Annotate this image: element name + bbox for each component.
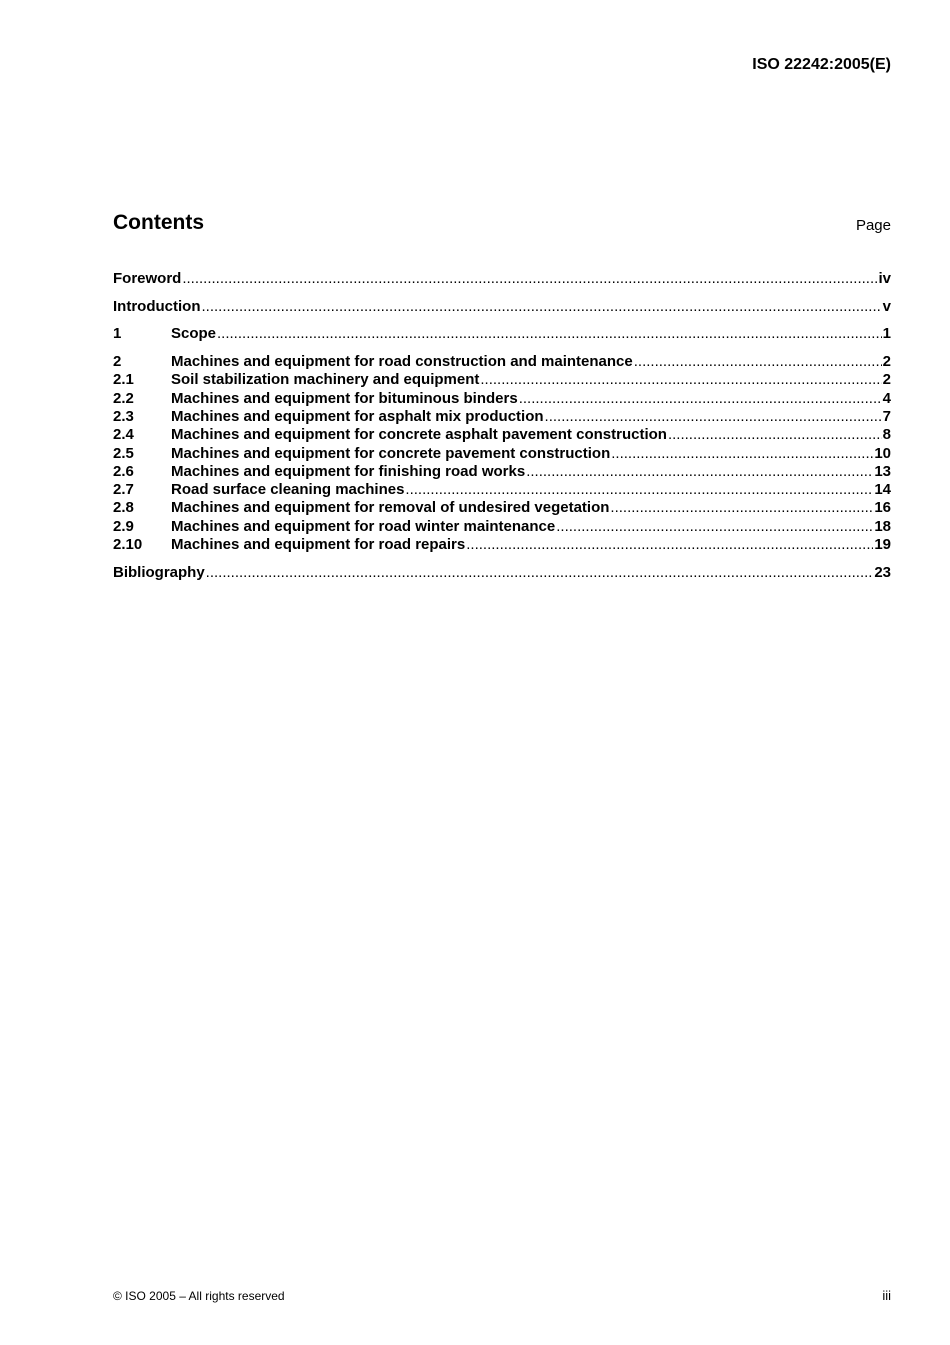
toc-entry-introduction[interactable]	[113, 298, 891, 316]
toc-entry-page: 18	[874, 518, 891, 535]
toc-entry-title: Soil stabilization machinery and equipment	[171, 371, 480, 388]
toc-leader-dots	[610, 499, 873, 517]
toc-entry-number: 2.5	[113, 445, 134, 462]
toc-entry-title: Machines and equipment for finishing road works	[171, 463, 526, 480]
toc-entry-number: 2.8	[113, 499, 134, 516]
toc-entry-page: 7	[882, 408, 891, 425]
toc-entry-number: 2.3	[113, 408, 134, 425]
toc-entry-title: Machines and equipment for concrete pavement construction	[171, 445, 611, 462]
toc-entry-title: Bibliography	[113, 564, 205, 581]
toc-entry-section-2-3[interactable]	[113, 408, 891, 426]
toc-entry-page: 14	[874, 481, 891, 498]
toc-entry-section-2-1[interactable]	[113, 371, 891, 389]
toc-entry-page: iv	[878, 270, 891, 287]
toc-entry-number: 1	[113, 325, 122, 342]
toc-leader-dots	[405, 481, 873, 499]
toc-entry-page: 1	[882, 325, 891, 342]
toc-leader-dots	[556, 518, 873, 536]
toc-entry-page: 2	[882, 353, 891, 370]
toc-leader-dots	[466, 536, 873, 554]
toc-entry-title: Machines and equipment for road repairs	[171, 536, 466, 553]
toc-leader-dots	[545, 408, 882, 426]
toc-entry-page: 13	[874, 463, 891, 480]
page-column-label: Page	[855, 217, 891, 234]
toc-entry-page: 23	[874, 564, 891, 581]
toc-entry-title: Scope	[171, 325, 217, 342]
toc-entry-section-2-5[interactable]	[113, 445, 891, 463]
toc-leader-dots	[634, 353, 882, 371]
toc-entry-number: 2.2	[113, 390, 134, 407]
toc-entry-page: 10	[874, 445, 891, 462]
toc-entry-title: Machines and equipment for road winter maintenance	[171, 518, 556, 535]
toc-entry-title: Machines and equipment for road construction and maintenance	[171, 353, 633, 370]
toc-entry-section-2-8[interactable]	[113, 499, 891, 517]
toc-leader-dots	[519, 390, 882, 408]
toc-entry-section-2-10[interactable]	[113, 536, 891, 554]
toc-entry-section-2-9[interactable]	[113, 518, 891, 536]
toc-entry-title: Machines and equipment for bituminous binders	[171, 390, 518, 407]
toc-entry-scope[interactable]	[113, 325, 891, 343]
toc-entry-section-2[interactable]	[113, 353, 891, 371]
toc-entry-number: 2.9	[113, 518, 134, 535]
toc-leader-dots	[526, 463, 873, 481]
toc-entry-title: Machines and equipment for asphalt mix production	[171, 408, 544, 425]
toc-entry-section-2-7[interactable]	[113, 481, 891, 499]
footer-page-number: iii	[882, 1288, 891, 1303]
toc-entry-number: 2.4	[113, 426, 134, 443]
toc-entry-page: 8	[882, 426, 891, 443]
toc-entry-title: Machines and equipment for removal of undesired vegetation	[171, 499, 610, 516]
toc-entry-bibliography[interactable]	[113, 564, 891, 582]
contents-title: Contents	[113, 211, 204, 234]
toc-entry-section-2-6[interactable]	[113, 463, 891, 481]
toc-entry-number: 2.6	[113, 463, 134, 480]
toc-entry-section-2-2[interactable]	[113, 390, 891, 408]
toc-entry-foreword[interactable]	[113, 270, 891, 288]
toc-entry-number: 2	[113, 353, 122, 370]
toc-entry-title: Road surface cleaning machines	[171, 481, 405, 498]
toc-entry-page: v	[882, 298, 891, 315]
toc-entry-title: Foreword	[113, 270, 182, 287]
toc-entry-title: Introduction	[113, 298, 201, 315]
toc-leader-dots	[182, 270, 877, 288]
toc-entry-number: 2.7	[113, 481, 134, 498]
toc-entry-number: 2.1	[113, 371, 134, 388]
toc-leader-dots	[217, 325, 882, 343]
toc-entry-title: Machines and equipment for concrete asphalt pavement construction	[171, 426, 667, 443]
toc-entry-page: 4	[882, 390, 891, 407]
toc-entry-page: 2	[882, 371, 891, 388]
toc-leader-dots	[206, 564, 874, 582]
toc-entry-page: 19	[874, 536, 891, 553]
toc-leader-dots	[668, 426, 882, 444]
toc-leader-dots	[201, 298, 881, 316]
toc-entry-page: 16	[874, 499, 891, 516]
toc-leader-dots	[480, 371, 881, 389]
document-code: ISO 22242:2005(E)	[752, 56, 891, 73]
toc-entry-section-2-4[interactable]	[113, 426, 891, 444]
toc-leader-dots	[611, 445, 873, 463]
footer-copyright: © ISO 2005 – All rights reserved	[113, 1289, 285, 1303]
toc-entry-number: 2.10	[113, 536, 143, 553]
